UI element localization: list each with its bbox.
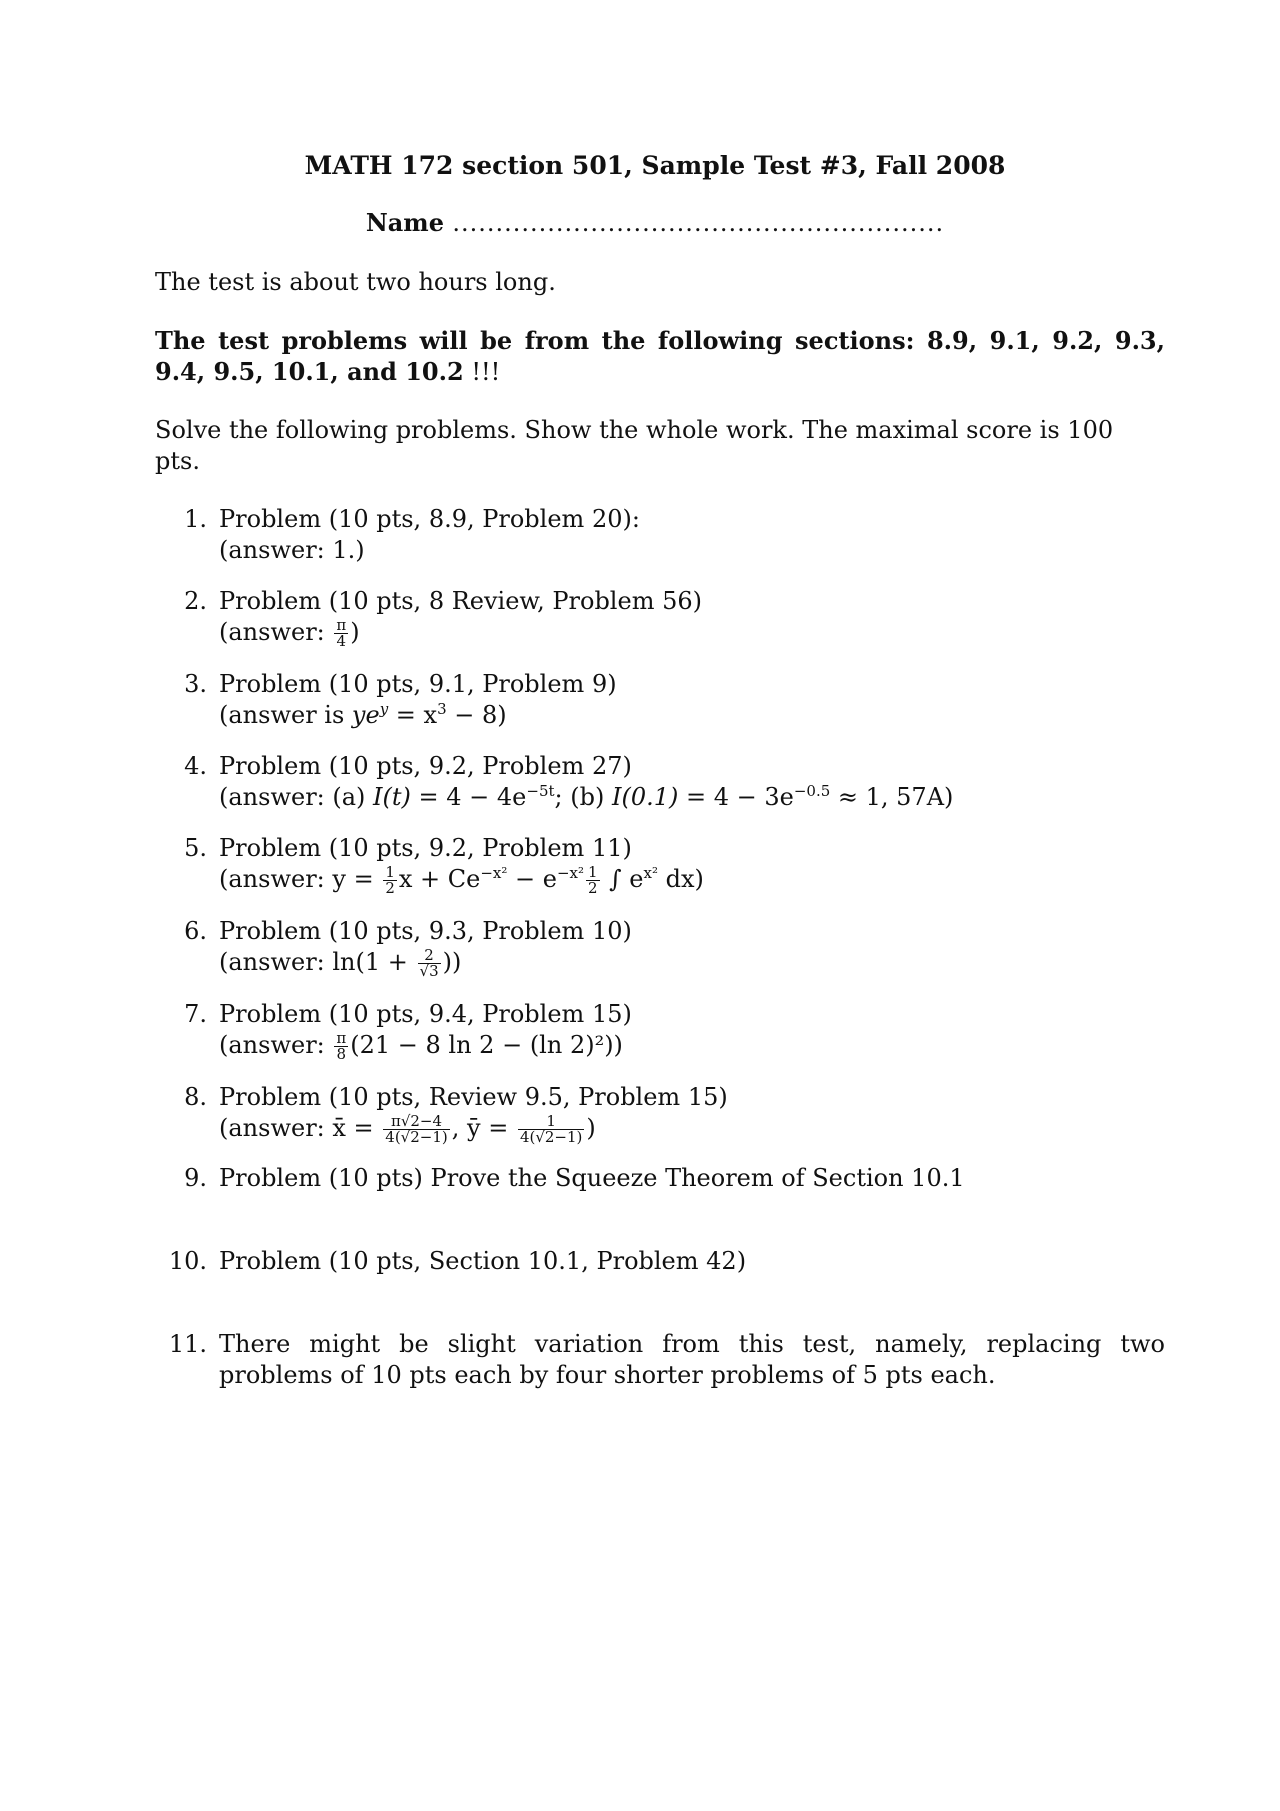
problem-answer: (answer: 1.) (219, 536, 365, 564)
answer-suffix: ) (350, 618, 360, 646)
fraction-denominator: 8 (336, 1045, 347, 1063)
list-item (155, 586, 1165, 649)
answer-suffix: ) (586, 1114, 596, 1142)
list-item (155, 504, 1165, 566)
problem-number: 8. (184, 1083, 207, 1111)
answer-exponent: y (379, 700, 389, 718)
fraction (586, 865, 600, 896)
list-item (155, 669, 1165, 731)
test-page (155, 150, 1165, 1411)
problem-text: Problem (10 pts, Section 10.1, Problem 42) (219, 1247, 747, 1275)
fraction (518, 1114, 584, 1145)
answer-suffix: dx) (658, 865, 704, 893)
answer-part-b: ; (b) (554, 783, 612, 811)
problem-number: 3. (184, 670, 207, 698)
answer-prefix: (answer: x̄ = (219, 1114, 382, 1142)
list-item (155, 1163, 1165, 1194)
answer-exponent: −0.5 (793, 782, 831, 800)
answer-part: ∫ e (601, 865, 644, 893)
fraction (383, 1114, 449, 1145)
answer-exponent: −x² (556, 864, 584, 882)
answer-suffix: (21 − 8 ln 2 − (ln 2)²)) (350, 1031, 623, 1059)
fraction (334, 618, 348, 649)
problem-answer (219, 864, 1165, 896)
answer-mid: , ȳ = (451, 1114, 516, 1142)
answer-mid: = x (388, 701, 438, 729)
fraction-numerator: 1 (518, 1114, 584, 1130)
problem-answer (219, 782, 1165, 813)
problem-text: Problem (10 pts) Prove the Squeeze Theorem of Section 10.1 (219, 1164, 965, 1192)
page-title: MATH 172 section 501, Sample Test #3, Fall 2008 (304, 151, 1006, 180)
fraction (334, 1031, 348, 1062)
fraction-denominator: √3 (419, 962, 439, 980)
problem-text: Problem (10 pts, 8.9, Problem 20): (219, 505, 640, 533)
answer-suffix: )) (442, 948, 462, 976)
answer-part-b-end: ≈ 1, 57A) (830, 783, 954, 811)
problem-text: Problem (10 pts, 9.1, Problem 9) (219, 670, 617, 698)
answer-suffix: − 8) (446, 701, 507, 729)
answer-part: x + Ce (398, 865, 481, 893)
problem-answer (219, 1113, 1165, 1145)
problem-text: There might be slight variation from this test, namely, replacing two problems of 10 pts each by four shorter problems of 5 pts each. (219, 1330, 1165, 1389)
answer-prefix: (answer: (219, 618, 333, 646)
answer-exponent: −5t (526, 782, 555, 800)
problem-text: Problem (10 pts, Review 9.5, Problem 15) (219, 1083, 728, 1111)
answer-math: I(t) (373, 783, 411, 811)
fraction-denominator: 2 (385, 879, 395, 897)
instructions: Solve the following problems. Show the whole work. The maximal score is 100 pts. (155, 416, 1114, 475)
answer-math: ye (351, 701, 380, 729)
sections-text: The test problems will be from the following sections: 8.9, 9.1, 9.2, 9.3, 9.4, 9.5, 10.1, and 10.2 (155, 326, 1165, 386)
fraction-numerator: π√2−4 (383, 1114, 449, 1130)
answer-exponent: x² (643, 864, 658, 882)
sections-note (155, 325, 1165, 388)
fraction-denominator: 4 (336, 632, 347, 650)
list-item (155, 1246, 1165, 1277)
problem-number: 11. (168, 1330, 207, 1358)
answer-part-b-rest: = 4 − 3e (678, 783, 794, 811)
name-label: Name (365, 208, 444, 237)
problem-number: 7. (184, 1000, 207, 1028)
fraction-denominator: 4(√2−1) (519, 1128, 583, 1146)
problem-number: 1. (184, 505, 207, 533)
problem-list (155, 504, 1165, 1391)
fraction-numerator: π (336, 1029, 347, 1047)
answer-part-a: (answer: (a) (219, 783, 374, 811)
problem-answer (219, 617, 1165, 649)
list-item (155, 999, 1165, 1062)
problem-number: 2. (184, 587, 207, 615)
problem-number: 5. (184, 834, 207, 862)
answer-prefix: (answer: ln(1 + (219, 948, 416, 976)
answer-prefix: (answer: (219, 1031, 333, 1059)
sections-exclaim: !!! (463, 358, 501, 386)
problem-text: Problem (10 pts, 9.4, Problem 15) (219, 1000, 632, 1028)
answer-part-a-rest: = 4 − 4e (410, 783, 527, 811)
answer-prefix: (answer: y = (219, 865, 382, 893)
fraction-denominator: 2 (588, 879, 598, 897)
fraction-numerator: 1 (385, 863, 395, 881)
problem-number: 4. (184, 752, 207, 780)
name-field-line (145, 207, 1165, 239)
fraction-numerator: 1 (588, 863, 598, 881)
answer-exponent: 3 (437, 700, 447, 718)
problem-text: Problem (10 pts, 9.3, Problem 10) (219, 917, 632, 945)
list-item (155, 1329, 1165, 1391)
problem-number: 6. (184, 917, 207, 945)
list-item (155, 1082, 1165, 1145)
fraction (383, 865, 397, 896)
list-item (155, 751, 1165, 813)
problem-text: Problem (10 pts, 8 Review, Problem 56) (219, 587, 702, 615)
fraction (418, 948, 441, 979)
answer-prefix: (answer is (219, 701, 352, 729)
problem-answer (219, 700, 1165, 731)
fraction-numerator: π (336, 616, 347, 634)
problem-text: Problem (10 pts, 9.2, Problem 27) (219, 752, 632, 780)
fraction-denominator: 4(√2−1) (385, 1128, 448, 1146)
answer-exponent: −x² (480, 864, 508, 882)
problem-number: 10. (168, 1247, 207, 1275)
name-dots: ......................................................... (452, 209, 945, 237)
problem-answer (219, 1030, 1165, 1062)
answer-part: − e (507, 865, 557, 893)
fraction-numerator: 2 (418, 948, 441, 964)
problem-number: 9. (184, 1164, 207, 1192)
list-item (155, 833, 1165, 896)
duration-note: The test is about two hours long. (155, 268, 556, 296)
problem-text: Problem (10 pts, 9.2, Problem 11) (219, 834, 632, 862)
answer-math: I(0.1) (611, 783, 679, 811)
list-item (155, 916, 1165, 979)
problem-answer (219, 947, 1165, 979)
